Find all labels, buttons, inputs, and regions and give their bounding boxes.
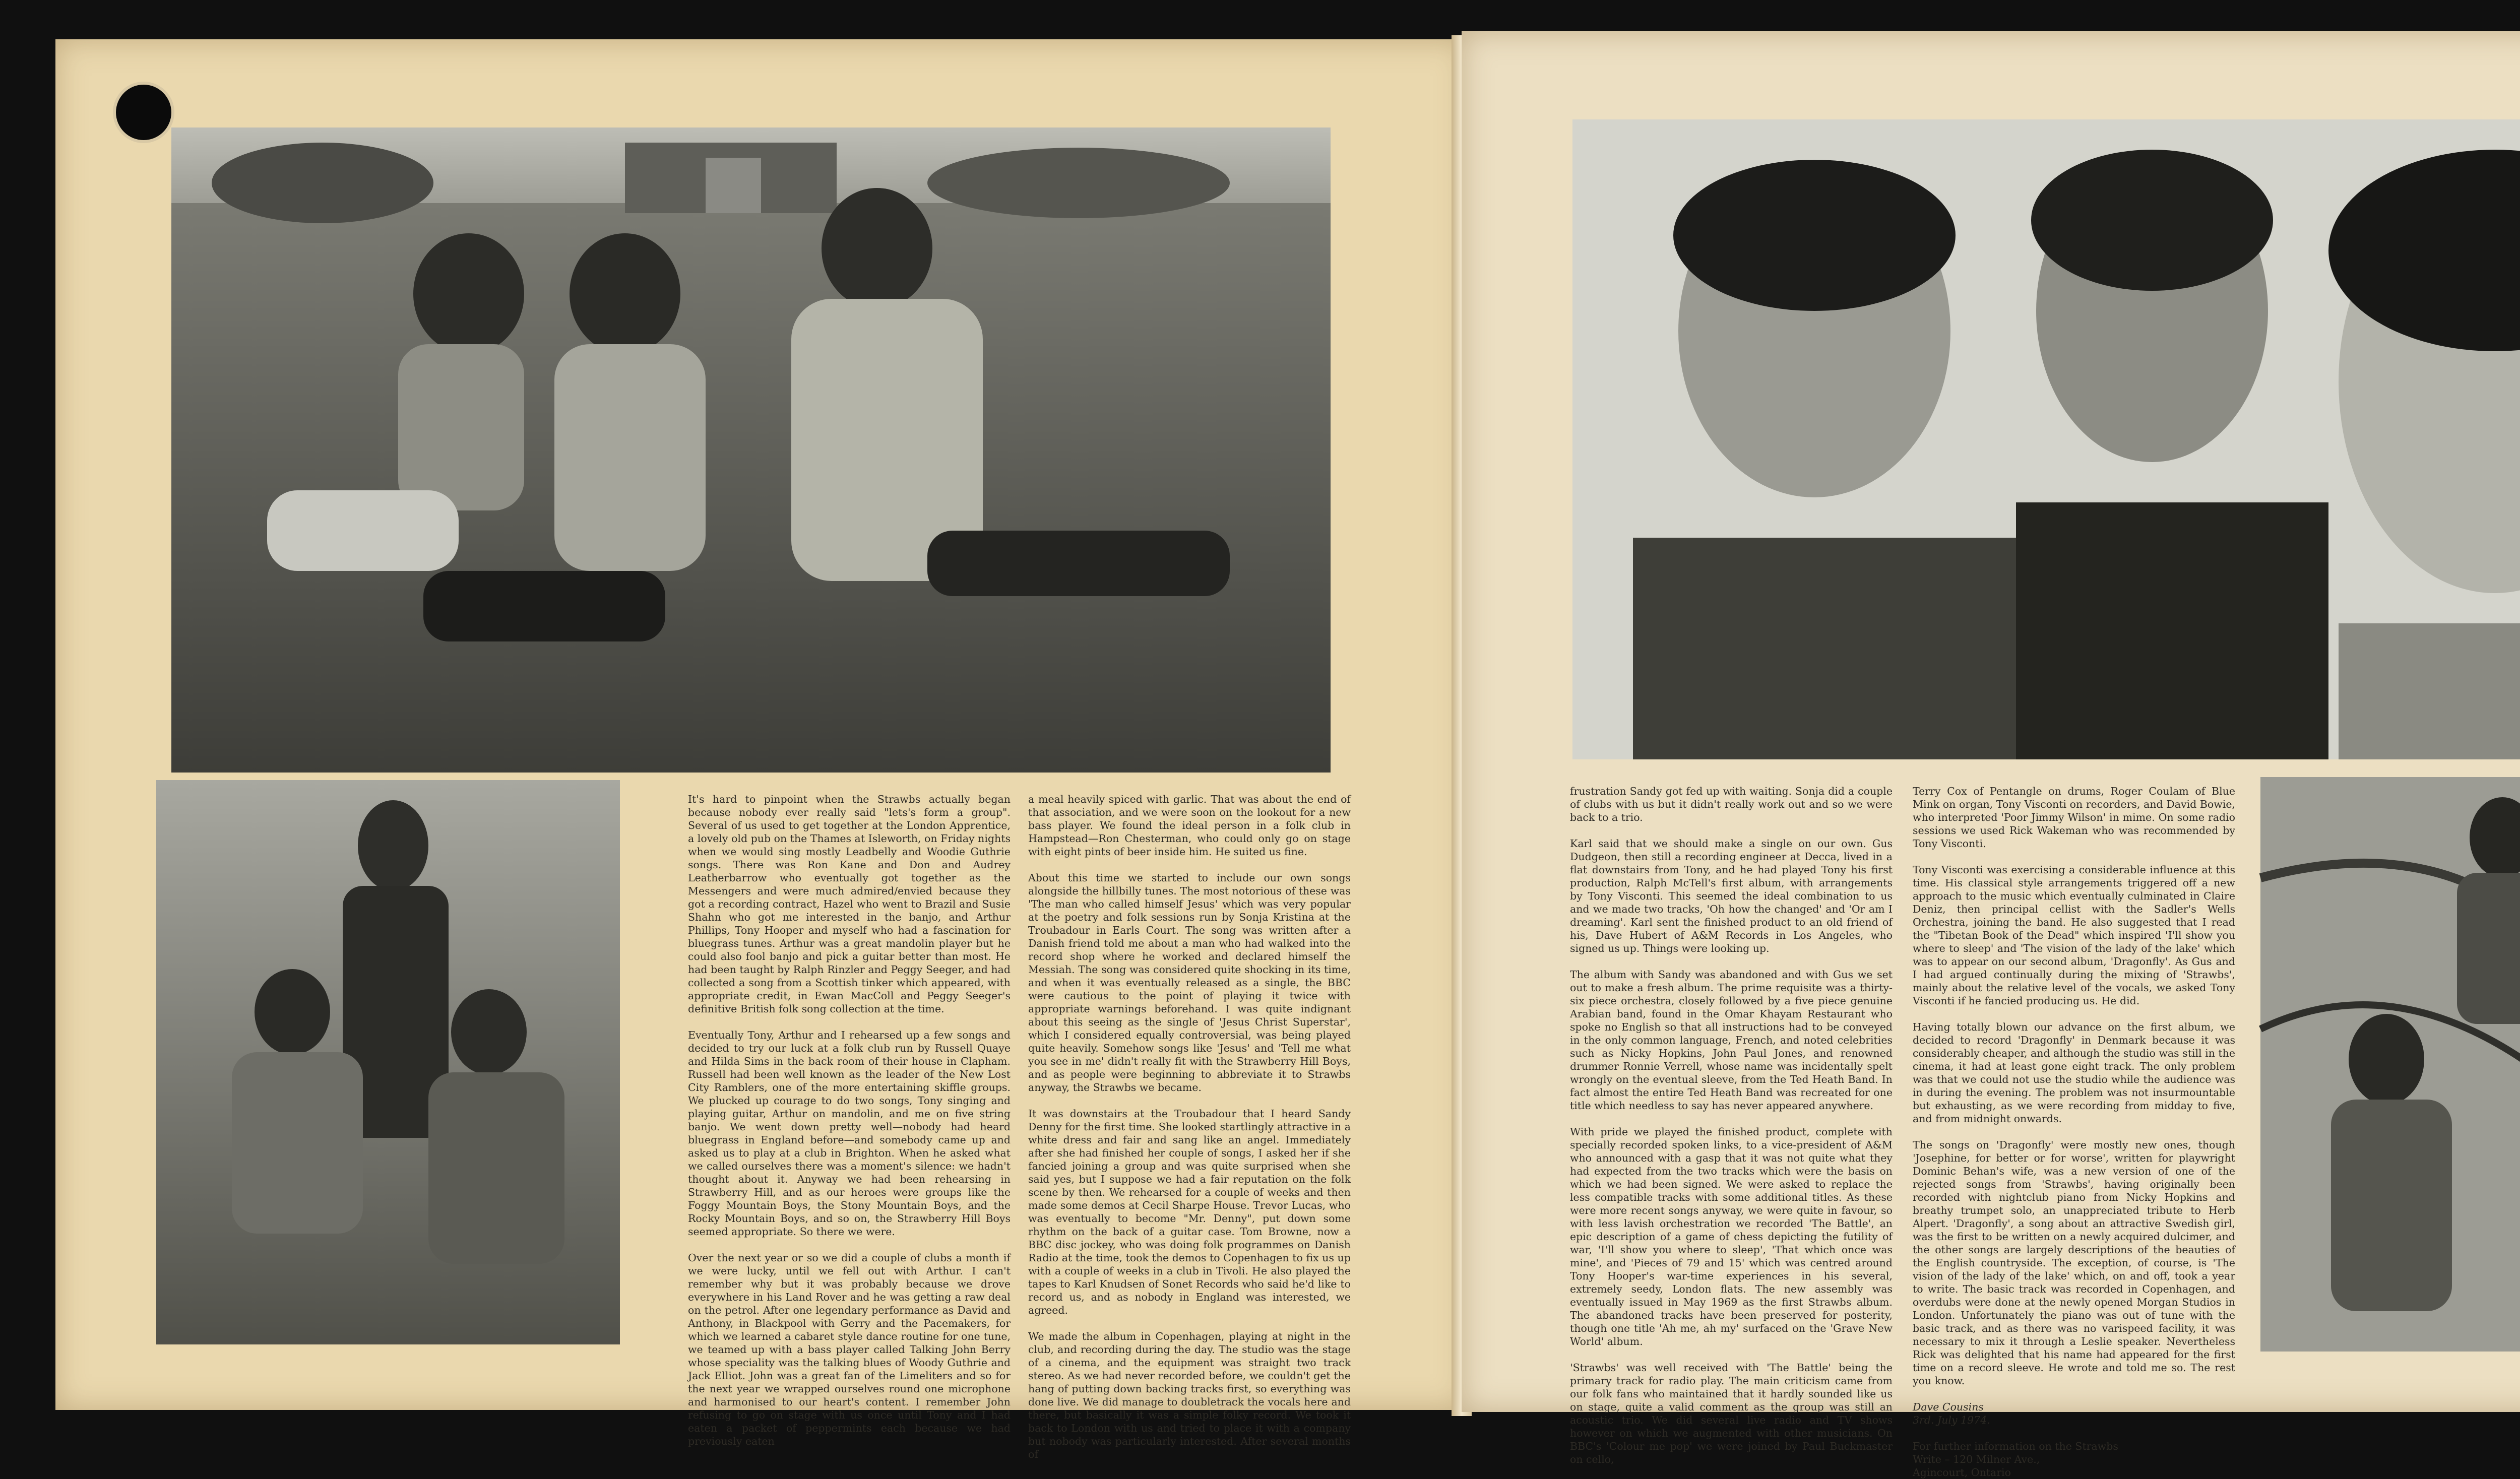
paragraph: Having totally blown our advance on the first album, we decided to record 'Dragonfly' in Denmark because it was considerably cheaper, and although the studio was still in the cinema, it had at least gone eight track. The only problem was that we could not use the studio while the audience was in during the evening. The problem was not insurmountable but exhausting, as we were recording from midday to five, and from midnight onwards. (1913, 1021, 2235, 1125)
signature-name: Dave Cousins (1913, 1401, 1984, 1413)
text-column-2 (1028, 793, 1351, 1474)
photo-icon (156, 780, 620, 1344)
binder-hole-icon (116, 85, 171, 140)
left-page (55, 39, 1467, 1460)
paragraph: The album with Sandy was abandoned and with Gus we set out to make a fresh album. The prime requisite was a thirty-six piece orchestra, closely followed by a five piece genuine Arabian band, found in the Omar Khayam Restaurant who spoke no English so that all instructions had to be conveyed in the only common language, French, and noted celebrities such as Nicky Hopkins, John Paul Jones, and renowned drummer Ronnie Verrell, whose name was incidentally spelt wrongly on the eventual sleeve, from the Ted Heath Band. In fact almost the entire Ted Heath Band was recreated for one title which needless to say has never appeared anywhere. (1570, 969, 1893, 1112)
group-photo-branches (2260, 777, 2520, 1352)
paragraph: It was downstairs at the Troubadour that I heard Sandy Denny for the first time. She looked startlingly attractive in a white dress and fair and sang like an angel. Immediately after she had finished her couple of songs, I asked her if she fancied joining a group and was quite surprised when she said yes, but I suppose we had a fair reputation on the folk scene by then. We rehearsed for a couple of weeks and then made some demos at Cecil Sharpe House. Trevor Lucas, who was eventually to become "Mr. Denny", put down some rhythm on the back of a guitar case. Tom Browne, now a BBC disc jockey, who was doing folk programmes on Danish Radio at the time, took the demos to Copenhagen to fix us up with a couple of weeks in a club in Tivoli. He also played the tapes to Karl Knudsen of Sonet Records who said he'd like to record us, and as nobody in England was interested, we agreed. (1028, 1108, 1351, 1316)
photo-icon (1572, 119, 2520, 759)
right-page (1462, 31, 2520, 1478)
paragraph: Tony Visconti was exercising a considerable influence at this time. His classical style arrangements triggered off a new approach to the music which eventually culminated in Claire Deniz, then principal cellist with the Sadler's Wells Orchestra, joining the band. He also suggested that I read the "Tibetan Book of the Dead" which inspired 'I'll show you where to sleep' and 'The vision of the lady of the lake' which was to appear on our second album, 'Dragonfly'. As Gus and I had argued continually during the mixing of 'Strawbs', mainly about the relative level of the vocals, we asked Tony Visconti if he fancied producing us. He did. (1913, 864, 2235, 1007)
photo-icon (2260, 777, 2520, 1352)
photo-icon (171, 127, 1331, 773)
paragraph: frustration Sandy got fed up with waiting. Sonja did a couple of clubs with us but it didn't really work out and so we were back to a trio. (1570, 785, 1893, 823)
paragraph: It's hard to pinpoint when the Strawbs actually began because nobody ever really said "lets's form a group". Several of us used to get together at the London Apprentice, a lovely old pub on the Thames at Isleworth, on Friday nights when we would sing mostly Leadbelly and Woodie Guthrie songs. There was Ron Kane and Don and Audrey Leatherbarrow who eventually got together as the Messengers and were much admired/envied because they got a recording contract, Hazel who went to Brazil and Susie Shahn who got me interested in the banjo, and Arthur Phillips, Tony Hooper and myself who had a fascination for bluegrass tunes. Arthur was a great mandolin player but he could also fool banjo and pick a guitar better than most. He had been taught by Ralph Rinzler and Peggy Seeger, and had collected a song from a Scottish tinker which appeared, with appropriate credit, in Ewan MacColl and Peggy Seeger's definitive British folk song collection at the time. (688, 793, 1011, 1015)
text-column-4 (1913, 785, 2235, 1479)
paragraph: About this time we started to include our own songs alongside the hillbilly tunes. The most notorious of these was 'The man who called himself Jesus' which was very popular at the poetry and folk sessions run by Sonja Kristina at the Troubadour in Earls Court. The song was written after a Danish friend told me about a man who had walked into the record shop where he worked and declared himself the Messiah. The song was considered quite shocking in its time, and when it was eventually released as a single, the BBC were cautious to the point of playing it twice with appropriate warnings beforehand. I was quite indignant about this seeing as the single of 'Jesus Christ Superstar', which I considered equally controversial, was being played quite heavily. Somehow songs like 'Jesus' and 'Tell me what you see in me' didn't really fit with the Strawberry Hill Boys, and as people were beginning to abbreviate it to Strawbs anyway, the Strawbs we became. (1028, 872, 1351, 1094)
signature-date: 3rd. July 1974. (1913, 1414, 1990, 1426)
text-column-3 (1570, 785, 1893, 1479)
paragraph: Karl said that we should make a single on our own. Gus Dudgeon, then still a recording engineer at Decca, lived in a flat downstairs from Tony, and he had played Tony his first production, Ralph McTell's first album, with arrangements by Tony Visconti. This seemed the ideal combination to us and we made two tracks, 'Oh how the changed' and 'Or am I dreaming'. Karl sent the finished product to an old friend of his, Dave Hubert of A&M Records in Los Angeles, who signed us up. Things were looking up. (1570, 838, 1893, 954)
paragraph: 'Strawbs' was well received with 'The Battle' being the primary track for radio play. The main criticism came from our folk fans who maintained that it hardly sounded like us on stage, quite a valid comment as the group was still an acoustic trio. We did several live radio and TV shows however on which we augmented with other musicians. On BBC's 'Colour me pop' we were joined by Paul Buckmaster on cello, (1570, 1362, 1893, 1465)
group-portrait-closeup (1572, 119, 2520, 759)
paragraph: We made the album in Copenhagen, playing at night in the club, and recording during the day. The studio was the stage of a cinema, and the equipment was straight two track stereo. As we had never recorded before, we couldn't get the hang of putting down backing tracks first, so everything was done live. We did manage to doubletrack the vocals here and there, but basically it was a simple folky record. We took it back to London with us and tried to place it with a company but nobody was particularly interested. After several months of (1028, 1330, 1351, 1460)
contact-note: For further information on the Strawbs Write – 120 Milner Ave., Agincourt, Ontario (1913, 1440, 2118, 1478)
group-photo-outdoor (171, 127, 1331, 773)
text-column-1 (688, 793, 1011, 1461)
paragraph: Eventually Tony, Arthur and I rehearsed up a few songs and decided to try our luck at a folk club run by Russell Quaye and Hilda Sims in the back room of their house in Clapham. Russell had been well known as the leader of the New Lost City Ramblers, one of the more entertaining skiffle groups. We plucked up courage to do two songs, Tony singing and playing guitar, Arthur on mandolin, and me on five string banjo. We went down pretty well—nobody had heard bluegrass in England before—and somebody came up and asked us to play at a club in Brighton. When he asked what we called ourselves there was a moment's silence: we hadn't thought about it. Anyway we had been rehearsing in Strawberry Hill, and as our heroes were groups like the Foggy Mountain Boys, the Stony Mountain Boys, and the Rocky Mountain Boys, and so on, the Strawberry Hill Boys seemed appropriate. So there we were. (688, 1029, 1011, 1238)
paragraph: The songs on 'Dragonfly' were mostly new ones, though 'Josephine, for better or for worse', written for playwright Dominic Behan's wife, was a new version of one of the rejected songs from 'Strawbs', having originally been recorded with nightclub piano from Nicky Hopkins and breathy trumpet solo, an unappreciated tribute to Herb Alpert. 'Dragonfly', a song about an attractive Swedish girl, was the first to be written on a newly acquired dulcimer, and the other songs are largely descriptions of the beauties of the English countryside. The exception, of course, is 'The vision of the lady of the lake' which, on and off, took a year to write. The basic track was recorded in Copenhagen, and overdubs were done at the newly opened Morgan Studios in London. Unfortunately the piano was out of tune with the basic track, and as there was no varispeed facility, it was necessary to mix it through a Leslie speaker. Nevertheless Rick was delighted that his name had appeared for the first time on a record sleeve. He wrote and told me so. The rest you know. (1913, 1139, 2235, 1387)
paragraph: a meal heavily spiced with garlic. That was about the end of that association, and we were soon on the lookout for a new bass player. We found the ideal person in a folk club in Hampstead—Ron Chesterman, who could only go on stage with eight pints of beer inside him. He suited us fine. (1028, 793, 1351, 858)
group-photo-uniform (156, 780, 620, 1344)
paragraph: With pride we played the finished product, complete with specially recorded spoken links, to a vice-president of A&M who announced with a gasp that it was not quite what they had expected from the two tracks which were the basis on which we had been signed. We were asked to replace the less compatible tracks with some additional titles. As these were more recent songs anyway, we were quite in favour, so with less lavish orchestration we recorded 'The Battle', an epic description of a game of chess depicting the futility of war, 'I'll show you where to sleep', 'That which once was mine', and 'Pieces of 79 and 15' which was centred around Tony Hooper's war-time experiences in his several, extremely seedy, London flats. The new assembly was eventually issued in May 1969 as the first Strawbs album. The abandoned tracks have been preserved for posterity, though one title 'Ah me, ah my' surfaced on the 'Grave New World' album. (1570, 1126, 1893, 1347)
paragraph: Over the next year or so we did a couple of clubs a month if we were lucky, until we fell out with Arthur. I can't remember why but it was probably because we drove everywhere in his Land Rover and he was getting a raw deal on the petrol. After one legendary performance as David and Anthony, in Blackpool with Gerry and the Pacemakers, for which we learned a cabaret style dance routine for one tune, we teamed up with a bass player called Talking John Berry whose speciality was the talking blues of Woody Guthrie and Jack Elliot. John was a great fan of the Limeliters and so for the next year we wrapped ourselves round one microphone and harmonised to our heart's content. I remember John refusing to go on stage with us once until Tony and I had eaten a packet of peppermints each because we had previously eaten (688, 1252, 1011, 1447)
paragraph: Terry Cox of Pentangle on drums, Roger Coulam of Blue Mink on organ, Tony Visconti on recorders, and David Bowie, who interpreted 'Poor Jimmy Wilson' in mime. On some radio sessions we used Rick Wakeman who was recommended by Tony Visconti. (1913, 785, 2235, 850)
